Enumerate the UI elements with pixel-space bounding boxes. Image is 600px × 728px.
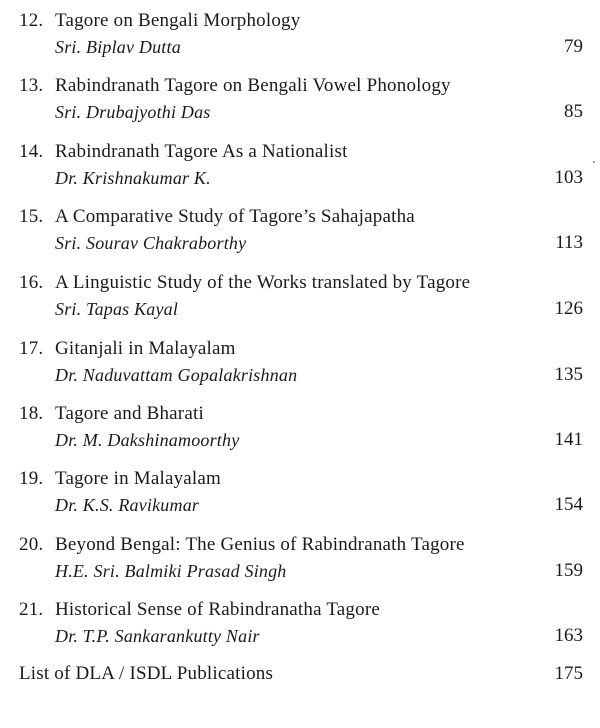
print-speck — [593, 161, 595, 163]
entry-page-number: 159 — [554, 560, 583, 581]
entry-page-number: 135 — [554, 364, 583, 385]
entry-number: 13. — [19, 75, 44, 96]
entry-author: Dr. Krishnakumar K. — [55, 168, 211, 188]
entry-author: Sri. Sourav Chakraborthy — [55, 233, 247, 253]
toc-entry — [0, 533, 600, 593]
entry-page-number: 113 — [555, 232, 583, 253]
entry-page-number: 141 — [554, 429, 583, 450]
entry-page-number: 126 — [554, 298, 583, 319]
entry-author: Sri. Biplav Dutta — [55, 37, 181, 57]
entry-title: Rabindranath Tagore As a Nationalist — [55, 141, 348, 162]
entry-author: H.E. Sri. Balmiki Prasad Singh — [55, 561, 287, 581]
entry-number: 21. — [19, 599, 44, 620]
toc-entry — [0, 205, 600, 265]
entry-number: 20. — [19, 534, 44, 555]
toc-entry — [0, 140, 600, 200]
entry-page-number: 79 — [564, 36, 583, 57]
toc-entry — [0, 9, 600, 69]
entry-number: 14. — [19, 141, 44, 162]
entry-title: Tagore and Bharati — [55, 403, 204, 424]
entry-number: 16. — [19, 272, 44, 293]
toc-entry — [0, 598, 600, 658]
toc-entry — [0, 271, 600, 331]
entry-number: 18. — [19, 403, 44, 424]
entry-title: Beyond Bengal: The Genius of Rabindranath Tagore — [55, 534, 465, 555]
entry-author: Dr. Naduvattam Gopalakrishnan — [55, 365, 298, 385]
entry-number: 19. — [19, 468, 44, 489]
entry-title: Rabindranath Tagore on Bengali Vowel Phonology — [55, 75, 451, 96]
toc-entry — [0, 402, 600, 462]
entry-title: Historical Sense of Rabindranatha Tagore — [55, 599, 380, 620]
toc-final-entry — [0, 662, 600, 688]
entry-author: Sri. Tapas Kayal — [55, 299, 179, 319]
entry-title: Gitanjali in Malayalam — [55, 338, 236, 359]
entry-title: A Comparative Study of Tagore’s Sahajapatha — [55, 206, 415, 227]
toc-entry — [0, 337, 600, 397]
final-entry-page-number: 175 — [554, 663, 583, 684]
entry-author: Sri. Drubajyothi Das — [55, 102, 211, 122]
entry-page-number: 163 — [554, 625, 583, 646]
toc-entry — [0, 74, 600, 134]
entry-number: 12. — [19, 10, 44, 31]
entry-page-number: 85 — [564, 101, 583, 122]
entry-number: 17. — [19, 338, 44, 359]
entry-author: Dr. T.P. Sankarankutty Nair — [55, 626, 260, 646]
entry-author: Dr. M. Dakshinamoorthy — [55, 430, 240, 450]
entry-author: Dr. K.S. Ravikumar — [55, 495, 200, 515]
entry-title: Tagore on Bengali Morphology — [55, 10, 301, 31]
entry-title: Tagore in Malayalam — [55, 468, 222, 489]
final-entry-title: List of DLA / ISDL Publications — [19, 663, 274, 684]
entry-number: 15. — [19, 206, 44, 227]
entry-page-number: 103 — [554, 167, 583, 188]
entry-page-number: 154 — [554, 494, 583, 515]
entry-title: A Linguistic Study of the Works translated by Tagore — [55, 272, 471, 293]
toc-entry — [0, 467, 600, 527]
